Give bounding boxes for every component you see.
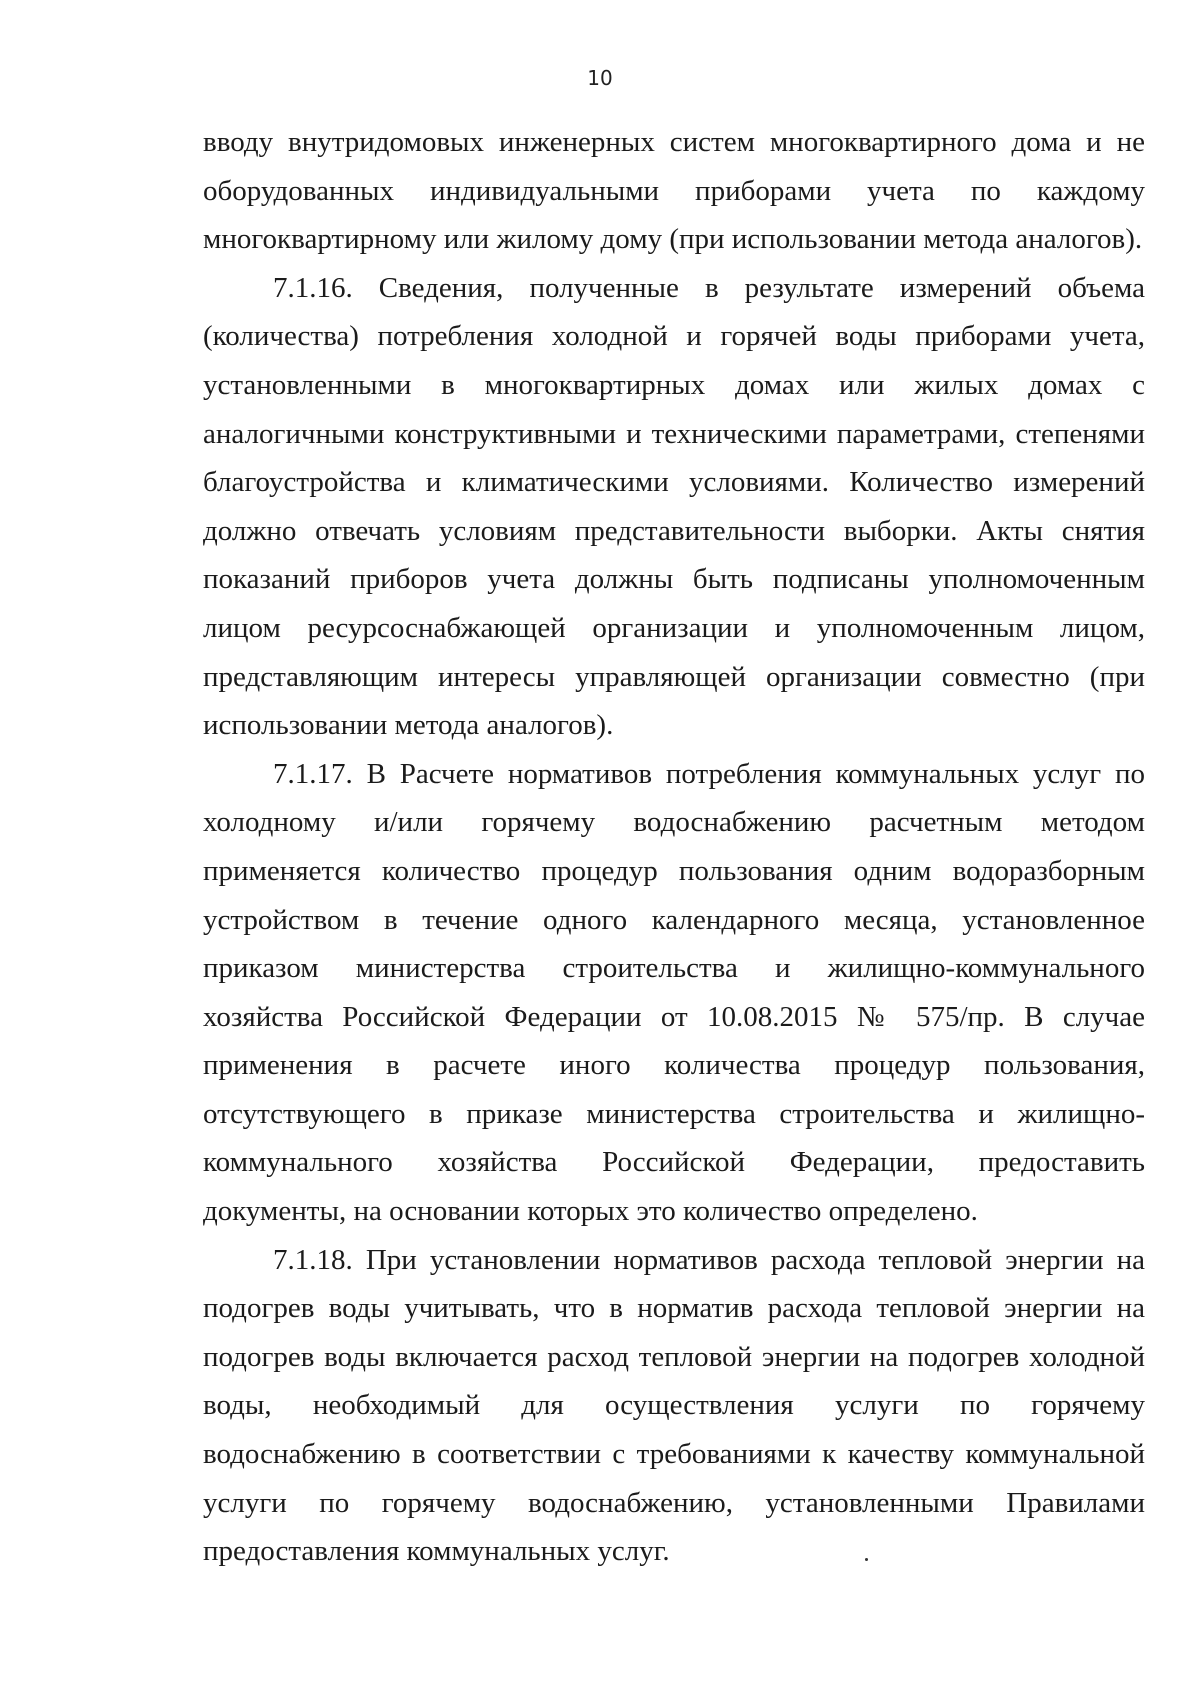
paragraph-7-1-16: 7.1.16. Сведения, полученные в результате измерений объема (количества) потребления холодной и горячей воды приборами учета, установленными в многоквартирных домах или жилых домах с аналогичными конструктивными и техническими параметрами, степенями благоустройства и климатическими условиями. Количество измерений должно отвечать условиям представительности выборки. Акты снятия показаний приборов учета должны быть подписаны уполномоченным лицом ресурсоснабжающей организации и уполномоченным лицом, представляющим интересы управляющей организации совместно (при использовании метода аналогов). — [203, 271, 1145, 742]
paragraph-continuation: вводу внутридомовых инженерных систем многоквартирного дома и не оборудованных индивидуальными приборами учета по каждому многоквартирному или жилому дому (при использовании метода аналогов). — [203, 126, 1145, 256]
document-body — [203, 118, 1145, 1576]
scan-speck — [865, 1558, 868, 1561]
paragraph-7-1-17: 7.1.17. В Расчете нормативов потребления коммунальных услуг по холодному и/или горячему водоснабжению расчетным методом применяется количество процедур пользования одним водоразборным устройством в течение одного календарного месяца, установленное приказом министерства строительства и жилищно-коммунального хозяйства Российской Федерации от 10.08.2015 № 575/пр. В случае применения в расчете иного количества процедур пользования, отсутствующего в приказе министерства строительства и жилищно-коммунального хозяйства Российской Федерации, предоставить документы, на основании которых это количество определено. — [203, 757, 1145, 1228]
page-number: 10 — [587, 66, 613, 90]
paragraph-7-1-18: 7.1.18. При установлении нормативов расхода тепловой энергии на подогрев воды учитывать, что в норматив расхода тепловой энергии на подогрев воды включается расход тепловой энергии на подогрев холодной воды, необходимый для осуществления услуги по горячему водоснабжению в соответствии с требованиями к качеству коммунальной услуги по горячему водоснабжению, установленными Правилами предоставления коммунальных услуг. — [203, 1243, 1145, 1568]
